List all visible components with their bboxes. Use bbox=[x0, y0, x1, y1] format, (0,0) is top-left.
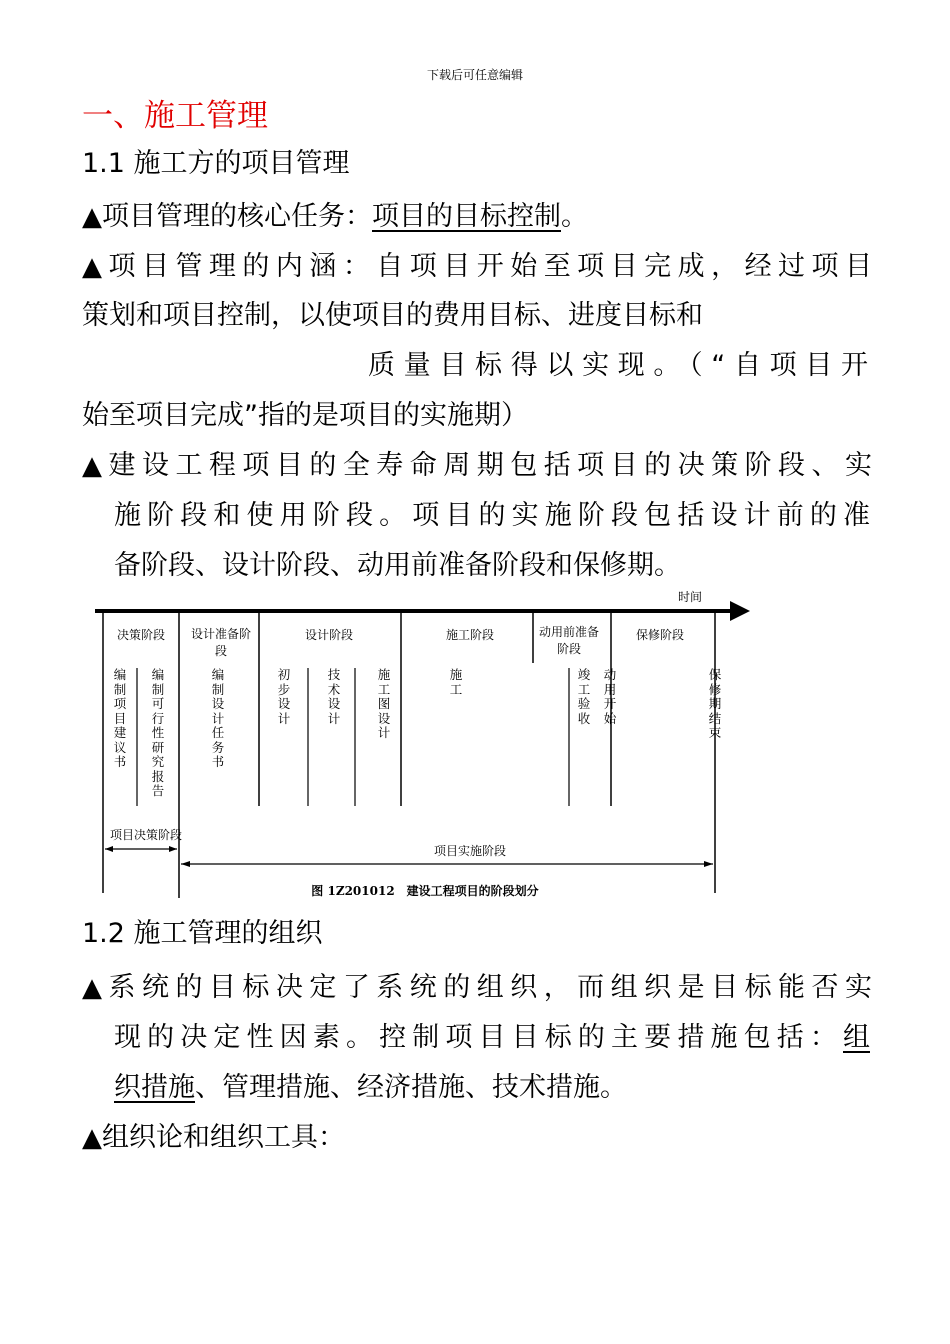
p4-line2-text: 现的决定性因素。控制项目目标的主要措施包括： bbox=[114, 1022, 843, 1053]
milestone-preliminary-design: 初步设计 bbox=[277, 667, 291, 726]
milestone-warranty-end: 保修期结束 bbox=[708, 667, 722, 740]
p4-line1 bbox=[82, 963, 872, 1013]
phase-decision: 决策阶段 bbox=[116, 628, 165, 642]
p3-line1-text: 建设工程项目的全寿命周期包括项目的决策阶段、实 bbox=[108, 450, 873, 481]
subsection-2-title: 1.2 施工管理的组织 bbox=[82, 918, 323, 949]
diagram-caption: 图 1Z201012 建设工程项目的阶段划分 bbox=[311, 884, 539, 898]
milestone-technical-design: 技术设计 bbox=[327, 667, 341, 726]
time-label: 时间 bbox=[678, 590, 703, 604]
core-task-end: 。 bbox=[561, 201, 588, 232]
phase-diagram bbox=[95, 588, 755, 900]
core-task-label: 项目管理的核心任务： bbox=[102, 201, 372, 232]
p2-line4: 始至项目完成”指的是项目的实施期） bbox=[82, 400, 528, 431]
section-title: 一、施工管理 bbox=[82, 98, 268, 134]
milestone-feasibility: 编制可行性研究报告 bbox=[151, 667, 165, 798]
p2-line1 bbox=[82, 242, 872, 292]
paragraph-core-task bbox=[82, 192, 872, 242]
triangle-bullet-icon: ▲ bbox=[82, 973, 109, 1003]
milestone-construction: 施工 bbox=[449, 667, 463, 697]
p4-line2 bbox=[114, 1013, 870, 1063]
subsection-1-title: 1.1 施工方的项目管理 bbox=[82, 148, 350, 179]
p4-line3-text: 、管理措施、经济措施、技术措施。 bbox=[195, 1072, 627, 1103]
milestone-completion-acceptance: 竣工验收 bbox=[577, 667, 591, 726]
p3-line2: 施阶段和使用阶段。项目的实施阶段包括设计前的准 bbox=[114, 500, 870, 531]
milestone-proposal: 编制项目建议书 bbox=[113, 667, 127, 769]
phase-construction: 施工阶段 bbox=[445, 628, 494, 642]
p5 bbox=[82, 1113, 872, 1163]
p3-line1 bbox=[82, 441, 872, 491]
triangle-bullet-icon: ▲ bbox=[82, 202, 102, 232]
phase-design: 设计阶段 bbox=[304, 628, 353, 642]
core-task-underlined: 项目的目标控制 bbox=[372, 201, 561, 232]
phase-pre-operation: 动用前准备阶段 bbox=[539, 625, 600, 656]
p2-line1-text: 项目管理的内涵：自项目开始至项目完成，经过项目 bbox=[108, 251, 873, 282]
phase-warranty: 保修阶段 bbox=[635, 628, 684, 642]
p4-line3-underlined: 织措施 bbox=[114, 1072, 195, 1103]
milestone-operation-start: 动用开始 bbox=[603, 667, 617, 726]
p5-text: 组织论和组织工具： bbox=[102, 1122, 345, 1153]
p4-line1-text: 系统的目标决定了系统的组织，而组织是目标能否实 bbox=[108, 972, 873, 1003]
triangle-bullet-icon: ▲ bbox=[82, 252, 109, 282]
header-note: 下载后可任意编辑 bbox=[426, 68, 523, 82]
p4-line2-underlined: 组 bbox=[843, 1022, 870, 1053]
decision-span-label: 项目决策阶段 bbox=[109, 828, 182, 842]
p2-line3: 质量目标得以实现。（“自项目开 bbox=[368, 350, 868, 381]
milestone-design-brief: 编制设计任务书 bbox=[211, 667, 225, 769]
p2-line2: 策划和项目控制，以使项目的费用目标、进度目标和 bbox=[82, 300, 703, 331]
triangle-bullet-icon: ▲ bbox=[82, 1123, 102, 1153]
milestone-construction-drawings: 施工图设计 bbox=[377, 667, 391, 740]
implementation-span-label: 项目实施阶段 bbox=[433, 844, 506, 858]
p3-line3: 备阶段、设计阶段、动用前准备阶段和保修期。 bbox=[114, 550, 681, 581]
triangle-bullet-icon: ▲ bbox=[82, 451, 109, 481]
phase-design-prep: 设计准备阶段 bbox=[191, 627, 252, 658]
p4-line3 bbox=[114, 1063, 904, 1113]
